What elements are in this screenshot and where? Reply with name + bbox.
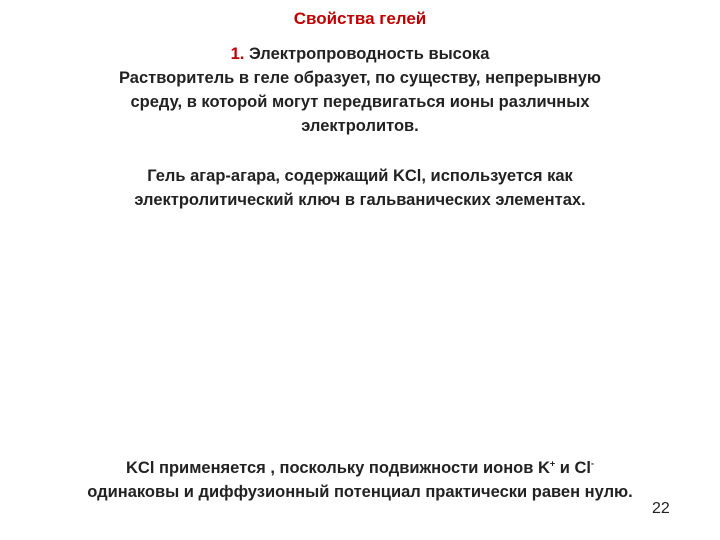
- paragraph-3-text-b: и Cl: [555, 459, 591, 477]
- paragraph-1-line-1: Растворитель в геле образует, по существу, непрерывную: [118, 69, 602, 87]
- paragraph-3-line-1: [10, 456, 710, 480]
- slide-title: Свойства гелей: [293, 9, 427, 28]
- paragraph-1-line-3: электролитов.: [301, 117, 419, 135]
- page-number: 22: [652, 500, 670, 517]
- paragraph-2-line-1: Гель агар-агара, содержащий KCl, используется как: [147, 167, 573, 185]
- property-block: [40, 42, 680, 138]
- kcl-paragraph: [10, 456, 710, 504]
- paragraph-3-line-2: одинаковы и диффузионный потенциал практически равен нулю.: [87, 483, 633, 501]
- chloride-charge: -: [591, 458, 594, 469]
- property-heading: [40, 42, 680, 66]
- paragraph-1-line-2: среду, в которой могут передвигаться ионы различных: [130, 93, 590, 111]
- paragraph-3-text-a: KCl применяется , поскольку подвижности ионов K: [126, 459, 550, 477]
- agar-paragraph: [40, 164, 680, 212]
- item-number: 1.: [230, 45, 245, 63]
- paragraph-2-line-2: электролитический ключ в гальванических элементах.: [134, 191, 586, 209]
- potassium-charge: +: [549, 458, 556, 469]
- item-heading: Электропроводность высока: [248, 45, 490, 63]
